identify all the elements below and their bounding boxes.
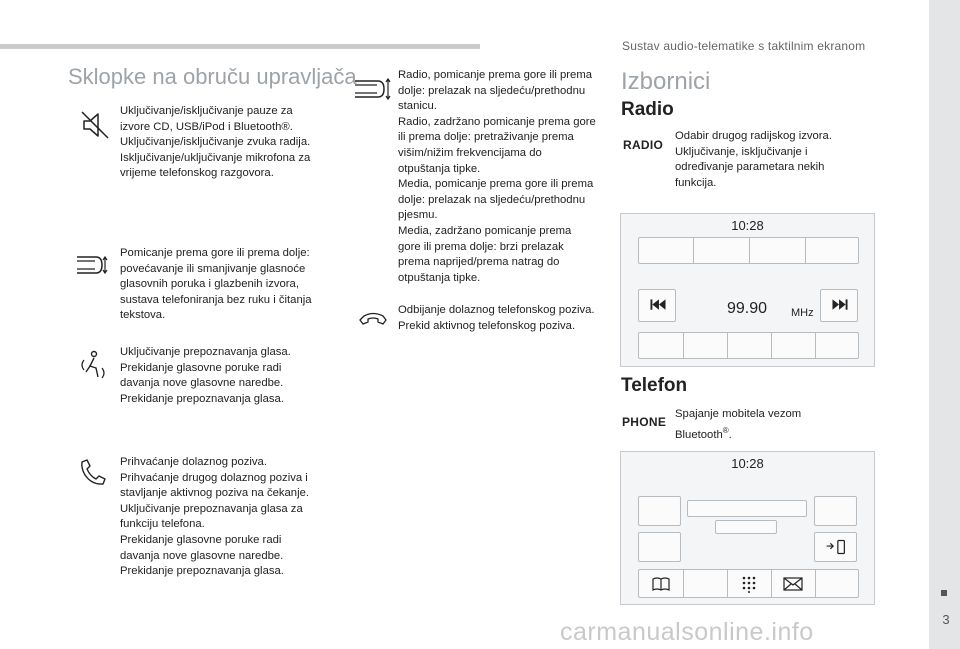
phone-subtitle: Telefon <box>621 375 688 396</box>
keypad-icon <box>740 575 758 593</box>
mute-speaker-icon <box>78 108 112 142</box>
section-title-menus: Izbornici <box>621 68 711 95</box>
radio-frequency-unit: MHz <box>791 307 814 319</box>
seek-forward-button <box>820 289 858 322</box>
voice-description: Uključivanje prepoznavanja glasa. Prekidanje glasovne poruke radi davanja nove glasovne naredbe. Prekidanje prepoznavanja glasa. <box>120 346 291 405</box>
phone-key-icon: PHONE <box>622 415 667 429</box>
radio-screen-clock: 10:28 <box>731 218 764 233</box>
section-title-steering: Sklopke na obruču upravljača <box>68 64 357 89</box>
volume-rocker-icon <box>74 248 108 282</box>
answer-description: Prihvaćanje dolaznog poziva. Prihvaćanje drugog dolaznog poziva i stavljanje aktivnog poziva na čekanje. Uključivanje prepoznavanja glasa za funkciju telefona. Prekidanje glasovne poruke radi davanja nove glasovne naredbe. Prekidanje prepoznavanja glasa. <box>120 456 310 578</box>
preset-bar-bottom <box>638 332 859 359</box>
phone-field-2 <box>715 520 777 534</box>
volume-description: Pomicanje prema gore ili prema dolje: povećavanje ili smanjivanje glasnoće glasovnih poruka i glazbenih izvora, sustava telefoniranja bez ruku i čitanja tekstova. <box>120 247 312 322</box>
radio-frequency: 99.90 <box>727 300 768 317</box>
seek-back-button <box>638 289 676 322</box>
phone-btn-top-right <box>814 496 857 526</box>
voice-command-icon <box>76 348 110 382</box>
envelope-icon <box>783 577 803 591</box>
contacts-book-icon <box>651 576 671 592</box>
page-marker <box>941 590 947 596</box>
phone-bluetooth-button <box>814 532 857 562</box>
radio-subtitle: Radio <box>621 99 674 120</box>
phone-screen-clock: 10:28 <box>731 456 764 471</box>
phone-screen-illustration <box>620 451 875 605</box>
top-rule <box>0 44 480 49</box>
phone-field-1 <box>687 500 807 517</box>
page-header: Sustav audio-telematike s taktilnim ekranom <box>622 39 866 53</box>
scroll-wheel-icon <box>352 72 392 106</box>
phone-description: Spajanje mobitela vezom Bluetooth®. <box>675 408 802 441</box>
phone-answer-icon <box>76 455 110 489</box>
phone-tab-bar <box>638 569 859 598</box>
phone-btn-top-left <box>638 496 681 526</box>
radio-key-icon: RADIO <box>623 138 664 152</box>
radio-screen-illustration <box>620 213 875 367</box>
phone-btn-mid-left <box>638 532 681 562</box>
page-number: 3 <box>942 612 950 627</box>
scroll-wheel-description: Radio, pomicanje prema gore ili prema dolje: prelazak na sljedeću/prethodnu stanicu. Radio, zadržano pomicanje prema gore ili prema dolje: pretraživanje prema višim/nižim frekvencijama do otpuštanja tipke. Media, pomicanje prema gore ili prema dolje: prelazak na sljedeću/prethodnu pjesmu. Media, zadržano pomicanje prema gore ili prema dolje: brzi prelazak prema naprijed/prema natrag do otpuštanja tipke. <box>398 69 596 284</box>
radio-description: Odabir drugog radijskog izvora. Uključivanje, isključivanje i određivanje parametara nekih funkcija. <box>675 130 832 189</box>
phone-hangup-icon <box>356 304 390 338</box>
preset-bar-top <box>638 237 859 264</box>
side-strip <box>929 0 960 649</box>
hangup-description: Odbijanje dolaznog telefonskog poziva. Prekid aktivnog telefonskog poziva. <box>398 304 595 332</box>
watermark: carmanualsonline.info <box>560 618 814 646</box>
mute-description: Uključivanje/isključivanje pauze za izvore CD, USB/iPod i Bluetooth®. Uključivanje/isključivanje zvuka radija. Isključivanje/uključivanje mikrofona za vrijeme telefonskog razgovora. <box>120 105 311 180</box>
